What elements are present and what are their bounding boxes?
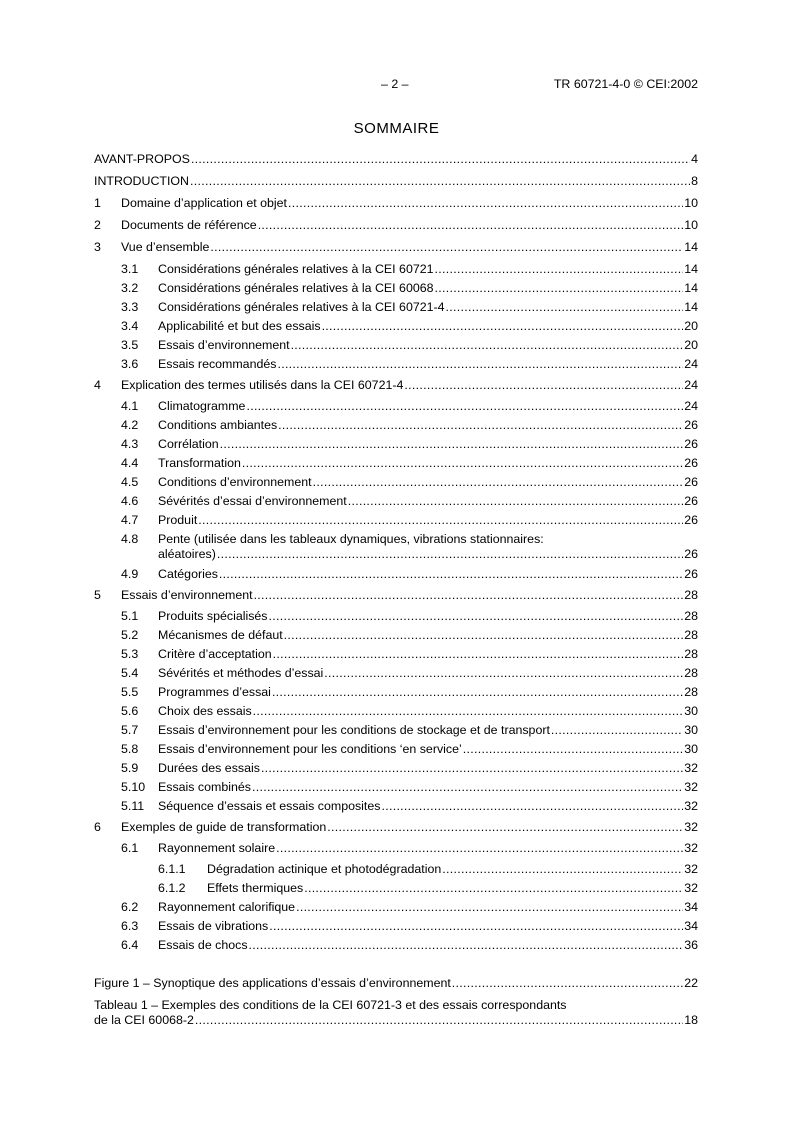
page-number: – 2 – (381, 77, 409, 91)
toc-entry-number: 4.4 (121, 456, 139, 470)
toc-entry-number: 5.2 (121, 628, 139, 642)
dot-leader (249, 938, 684, 953)
toc-entry-page: 28 (684, 647, 698, 661)
toc-entry-page: 34 (684, 919, 698, 933)
toc-entry-number: 3.2 (121, 281, 139, 295)
toc-entry-number: 5.5 (121, 685, 139, 699)
toc-entry-page: 20 (684, 338, 698, 352)
toc-entry-title: AVANT-PROPOS (94, 152, 190, 166)
toc-entry[interactable] (94, 862, 698, 877)
toc-entry[interactable] (94, 300, 698, 315)
toc-entry-title: Séquence d’essais et essais composites (158, 799, 381, 813)
toc-entry-page: 8 (691, 174, 698, 188)
toc-entry-page: 24 (684, 399, 698, 413)
toc-entry-page: 14 (684, 300, 698, 314)
toc-entry-page: 32 (684, 862, 698, 876)
toc-entry-page: 18 (684, 1013, 698, 1027)
toc-entry[interactable] (94, 666, 698, 681)
dot-leader (404, 378, 683, 393)
toc-entry[interactable] (94, 513, 698, 528)
toc-entry-page: 24 (684, 378, 698, 392)
toc-entry-number: 6.2 (121, 900, 139, 914)
toc-entry-page: 36 (684, 938, 698, 952)
toc-entry-title: Choix des essais (158, 704, 252, 718)
toc-entry-title: Applicabilité et but des essais (158, 319, 321, 333)
toc-entry-title: Corrélation (158, 437, 219, 451)
dot-leader (278, 418, 683, 433)
toc-entry-page: 28 (684, 666, 698, 680)
dot-leader (304, 881, 683, 896)
toc-entry[interactable] (94, 281, 698, 296)
toc-entry[interactable] (94, 742, 698, 757)
dot-leader (254, 588, 684, 603)
toc-entry[interactable] (94, 799, 698, 814)
toc-entry-title: Produits spécialisés (158, 609, 268, 623)
toc-entry-number: 6.1 (121, 841, 139, 855)
toc-entry-page: 14 (684, 240, 698, 254)
toc-entry-number: 6.1.2 (158, 881, 186, 895)
toc-entry-title: Essais de chocs (158, 938, 248, 952)
toc-entry-number: 5 (94, 588, 101, 602)
toc-entry[interactable] (94, 338, 698, 353)
toc-entry-page: 4 (691, 152, 698, 166)
toc-entry-page: 34 (684, 900, 698, 914)
dot-leader (435, 262, 684, 277)
toc-entry[interactable] (94, 588, 698, 603)
dot-leader (284, 628, 684, 643)
toc-entry[interactable] (94, 628, 698, 643)
toc-entry-number: 6.4 (121, 938, 139, 952)
toc-entry-title: de la CEI 60068-2 (94, 1013, 194, 1027)
toc-entry-number: 3.3 (121, 300, 139, 314)
toc-entry-number: 5.4 (121, 666, 139, 680)
toc-entry[interactable] (94, 196, 698, 211)
toc-entry-title: Essais de vibrations (158, 919, 269, 933)
toc-entry-title: Conditions ambiantes (158, 418, 278, 432)
dot-leader (463, 742, 683, 757)
dot-leader (551, 723, 683, 738)
toc-entry-number: 3.1 (121, 262, 139, 276)
toc-entry-number: 3 (94, 240, 101, 254)
toc-entry[interactable] (94, 357, 698, 372)
toc-entry[interactable] (94, 820, 698, 835)
toc-entry[interactable] (94, 456, 698, 471)
toc-entry-page: 28 (684, 588, 698, 602)
toc-entry-title: Essais combinés (158, 780, 251, 794)
dot-leader (217, 547, 683, 562)
toc-entry-number: 5.6 (121, 704, 139, 718)
toc-entry-number: 4.7 (121, 513, 139, 527)
toc-entry-number: 4.6 (121, 494, 139, 508)
toc-entry-title: aléatoires) (158, 547, 216, 561)
dot-leader (261, 761, 683, 776)
toc-entry-page: 10 (684, 196, 698, 210)
toc-entry-number: 5.8 (121, 742, 139, 756)
toc-entry-page: 32 (684, 799, 698, 813)
toc-entry-page: 30 (684, 704, 698, 718)
dot-leader (219, 567, 683, 582)
toc-entry-number: 4.1 (121, 399, 139, 413)
toc-entry-title: Essais d’environnement pour les conditions de stockage et de transport (158, 723, 550, 737)
dot-leader (190, 174, 690, 189)
toc-entry-title: Climatogramme (158, 399, 246, 413)
toc-entry-number: 4.5 (121, 475, 139, 489)
dot-leader (381, 799, 683, 814)
toc-entry[interactable] (94, 919, 698, 934)
toc-entry-page: 32 (684, 820, 698, 834)
toc-entry[interactable] (94, 881, 698, 896)
toc-entry-title: Durées des essais (158, 761, 260, 775)
toc-entry-number: 1 (94, 196, 101, 210)
toc-entry-title: Dégradation actinique et photodégradation (207, 862, 442, 876)
toc-entry-title: Essais d’environnement pour les conditions ‘en service’ (158, 742, 462, 756)
toc-entry-page: 30 (684, 742, 698, 756)
toc-entry-title: Sévérités et méthodes d’essai (158, 666, 324, 680)
toc-entry-title: Vue d’ensemble (121, 240, 210, 254)
dot-leader (272, 685, 683, 700)
toc-entry[interactable] (94, 567, 698, 582)
dot-leader (435, 281, 684, 296)
toc-entry-text-line: Tableau 1 – Exemples des conditions de la CEI 60721-3 et des essais correspondants (94, 998, 567, 1012)
toc-entry[interactable] (94, 152, 698, 167)
toc-entry-page: 26 (684, 494, 698, 508)
toc-entry[interactable] (94, 218, 698, 233)
document-reference: TR 60721-4-0 © CEI:2002 (553, 77, 698, 91)
dot-leader (276, 841, 683, 856)
toc-entry-number: 3.4 (121, 319, 139, 333)
toc-entry-page: 32 (684, 780, 698, 794)
toc-entry-page: 32 (684, 881, 698, 895)
toc-entry[interactable] (94, 319, 698, 334)
dot-leader (273, 647, 684, 662)
dot-leader (442, 862, 683, 877)
toc-entry-number: 4.9 (121, 567, 139, 581)
dot-leader (313, 475, 684, 490)
toc-entry-number: 6.3 (121, 919, 139, 933)
toc-entry-page: 14 (684, 281, 698, 295)
toc-entry-number: 6 (94, 820, 101, 834)
toc-entry-title: Essais recommandés (158, 357, 277, 371)
dot-leader (327, 820, 683, 835)
toc-entry-title: Conditions d’environnement (158, 475, 312, 489)
toc-entry[interactable] (94, 647, 698, 662)
toc-entry-number: 4 (94, 378, 101, 392)
toc-entry-number: 5.9 (121, 761, 139, 775)
dot-leader (252, 780, 683, 795)
toc-entry-title: Exemples de guide de transformation (121, 820, 327, 834)
toc-entry-page: 14 (684, 262, 698, 276)
toc-entry[interactable] (94, 262, 698, 277)
toc-entry-number: 5.10 (121, 780, 146, 794)
toc-entry-number: 2 (94, 218, 101, 232)
figure-entry[interactable] (94, 998, 698, 1028)
toc-entry-page: 24 (684, 357, 698, 371)
dot-leader (258, 218, 684, 233)
toc-entry-number: 5.3 (121, 647, 139, 661)
toc-entry[interactable] (94, 240, 698, 255)
toc-entry-number: 3.6 (121, 357, 139, 371)
toc-entry-page: 26 (684, 513, 698, 527)
toc-entry[interactable] (94, 378, 698, 393)
toc-entry-page: 26 (684, 475, 698, 489)
dot-leader (452, 976, 683, 991)
toc-entry[interactable] (94, 761, 698, 776)
dot-leader (269, 919, 683, 934)
toc-entry-number: 4.2 (121, 418, 139, 432)
toc-entry[interactable] (94, 475, 698, 490)
toc-entry-page: 32 (684, 841, 698, 855)
dot-leader (253, 704, 684, 719)
toc-entry-title: Mécanismes de défaut (158, 628, 283, 642)
toc-entry-title: Considérations générales relatives à la CEI 60068 (158, 281, 434, 295)
dot-leader (288, 196, 683, 211)
toc-entry-page: 28 (684, 628, 698, 642)
dot-leader (195, 1013, 683, 1028)
toc-entry-page: 30 (684, 723, 698, 737)
dot-leader (296, 900, 683, 915)
toc-entry-number: 4.3 (121, 437, 139, 451)
toc-entry-page: 22 (684, 976, 698, 990)
toc-entry[interactable] (94, 723, 698, 738)
toc-entry[interactable] (94, 780, 698, 795)
toc-entry[interactable] (94, 418, 698, 433)
toc-entry[interactable] (94, 685, 698, 700)
toc-entry[interactable] (94, 704, 698, 719)
toc-entry-title: Programmes d’essai (158, 685, 271, 699)
toc-entry-page: 28 (684, 609, 698, 623)
toc-entry-title: Transformation (158, 456, 241, 470)
dot-leader (198, 513, 683, 528)
toc-entry-title: Essais d’environnement (121, 588, 253, 602)
toc-entry-title: Catégories (158, 567, 218, 581)
toc-entry[interactable] (94, 900, 698, 915)
toc-entry-number: 5.7 (121, 723, 139, 737)
toc-entry-title: INTRODUCTION (94, 174, 189, 188)
toc-entry-title: Critère d’acceptation (158, 647, 272, 661)
toc-entry-title: Figure 1 – Synoptique des applications d’essais d’environnement (94, 976, 451, 990)
toc-entry-title: Produit (158, 513, 198, 527)
figure-entry[interactable] (94, 976, 698, 991)
toc-entry-title: Rayonnement calorifique (158, 900, 296, 914)
dot-leader (210, 240, 683, 255)
dot-leader (291, 338, 684, 353)
toc-entry-number: 6.1.1 (158, 862, 186, 876)
toc-entry-number: 4.8 (121, 532, 139, 546)
toc-entry-title: Rayonnement solaire (158, 841, 276, 855)
page-title: SOMMAIRE (353, 120, 440, 137)
toc-entry-page: 26 (684, 437, 698, 451)
toc-entry-page: 26 (684, 547, 698, 561)
toc-entry-title: Explication des termes utilisés dans la CEI 60721-4 (121, 378, 404, 392)
toc-entry-title: Considérations générales relatives à la CEI 60721 (158, 262, 434, 276)
dot-leader (322, 319, 684, 334)
toc-entry-page: 26 (684, 418, 698, 432)
toc-entry-title: Documents de référence (121, 218, 257, 232)
dot-leader (191, 152, 690, 167)
toc-entry-title: Essais d’environnement (158, 338, 290, 352)
toc-entry[interactable] (94, 532, 698, 562)
toc-entry[interactable] (94, 437, 698, 452)
dot-leader (324, 666, 683, 681)
dot-leader (220, 437, 684, 452)
toc-entry-page: 28 (684, 685, 698, 699)
dot-leader (242, 456, 683, 471)
dot-leader (446, 300, 684, 315)
dot-leader (269, 609, 684, 624)
toc-entry-page: 20 (684, 319, 698, 333)
toc-entry[interactable] (94, 938, 698, 953)
toc-entry-page: 32 (684, 761, 698, 775)
toc-entry-title: Domaine d’application et objet (121, 196, 288, 210)
toc-entry[interactable] (94, 609, 698, 624)
toc-entry[interactable] (94, 494, 698, 509)
toc-entry[interactable] (94, 841, 698, 856)
dot-leader (348, 494, 683, 509)
toc-entry-title: Effets thermiques (207, 881, 304, 895)
toc-entry-number: 3.5 (121, 338, 139, 352)
dot-leader (246, 399, 683, 414)
toc-entry[interactable] (94, 399, 698, 414)
toc-entry[interactable] (94, 174, 698, 189)
toc-entry-title: Sévérités d’essai d’environnement (158, 494, 347, 508)
toc-entry-number: 5.1 (121, 609, 139, 623)
toc-entry-title: Considérations générales relatives à la CEI 60721-4 (158, 300, 445, 314)
toc-entry-page: 26 (684, 567, 698, 581)
toc-entry-page: 10 (684, 218, 698, 232)
toc-entry-page: 26 (684, 456, 698, 470)
toc-entry-number: 5.11 (121, 799, 145, 813)
toc-entry-text-line: Pente (utilisée dans les tableaux dynamiques, vibrations stationnaires: (158, 532, 544, 546)
dot-leader (277, 357, 683, 372)
